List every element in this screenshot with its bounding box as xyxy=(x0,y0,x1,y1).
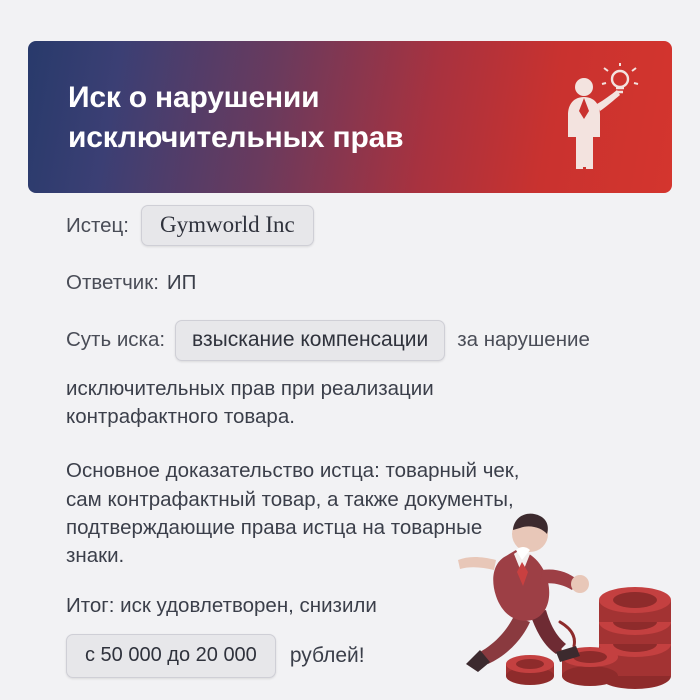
defendant-label: Ответчик: xyxy=(66,271,159,294)
page-title: Иск о нарушении исключительных прав xyxy=(68,81,404,154)
plaintiff-row xyxy=(66,205,666,246)
result-currency-text: рублей! xyxy=(289,644,365,668)
header-banner xyxy=(28,41,672,193)
running-businessman-with-coins-illustration xyxy=(410,494,690,694)
claim-chip: взыскание компенсации xyxy=(175,320,445,361)
result-label: Итог: иск удовлетворен, снизили xyxy=(66,594,377,618)
plaintiff-value-chip: Gymworld Inc xyxy=(141,205,314,246)
defendant-row xyxy=(66,268,666,298)
evidence-paragraph: Основное доказательство истца: товарный чек, сам контрафактный товар, а также документы, подтверждающие права истца на товарные знаки. xyxy=(66,459,520,568)
claim-row xyxy=(66,320,666,361)
result-amount-chip: с 50 000 до 20 000 xyxy=(66,634,276,678)
claim-label: Суть иска: xyxy=(66,328,166,352)
claim-paragraph: исключительных прав при реализации контрафактного товара. xyxy=(66,376,434,428)
claim-tail-text: за нарушение xyxy=(457,328,590,352)
plaintiff-label: Истец: xyxy=(66,213,129,237)
lawyer-with-lightbulb-icon xyxy=(550,63,640,173)
defendant-value: ИП xyxy=(166,270,197,294)
